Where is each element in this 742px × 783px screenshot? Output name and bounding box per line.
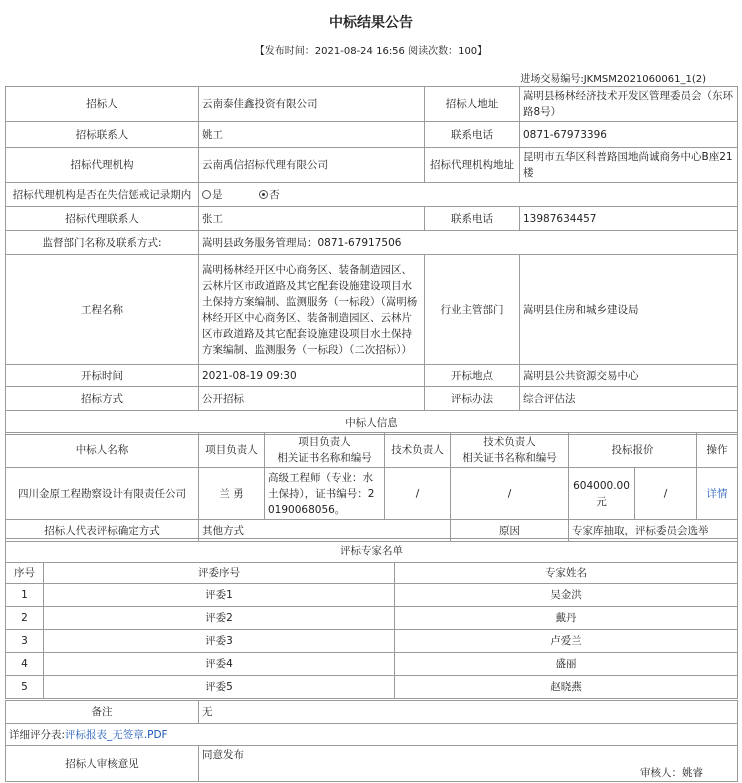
tenderer-value: 云南泰佳鑫投资有限公司	[199, 87, 425, 122]
blacklist-options	[199, 183, 738, 207]
open-time-label: 开标时间	[6, 365, 199, 387]
publish-meta: 【发布时间：2021-08-24 16:56 阅读次数：100】	[254, 46, 488, 57]
agency-address-label: 招标代理机构地址	[425, 148, 520, 183]
winner-pm-cert: 高级工程师（专业：水土保持），证书编号：20190068056。	[265, 468, 385, 520]
experts-header-seq: 评委序号	[44, 563, 395, 584]
supervisor-value: 嵩明县政务服务管理局：0871-67917506	[199, 231, 738, 255]
expert-name: 卢爱兰	[395, 630, 738, 653]
reason-label: 原因	[451, 520, 569, 542]
eval-method-label: 评标办法	[425, 387, 520, 411]
header-tech-lead: 技术负责人	[385, 433, 451, 468]
expert-row	[6, 584, 738, 607]
expert-name: 吴金洪	[395, 584, 738, 607]
detail-score-file-link[interactable]: 评标报表_无签章.PDF	[65, 728, 168, 741]
winner-tech-cert: /	[451, 468, 569, 520]
experts-section-title: 评标专家名单	[6, 539, 738, 563]
radio-no[interactable]	[259, 190, 268, 199]
method-label: 招标方式	[6, 387, 199, 411]
agency-phone-label: 联系电话	[425, 207, 520, 231]
expert-row	[6, 653, 738, 676]
radio-no-label: 否	[269, 188, 280, 201]
blacklist-label: 招标代理机构是否在失信惩戒记录期内	[6, 183, 199, 207]
expert-seq: 评委1	[44, 584, 395, 607]
header-winner-name: 中标人名称	[6, 433, 199, 468]
contact-label: 招标联系人	[6, 122, 199, 148]
radio-yes-label: 是	[212, 188, 223, 201]
agency-phone-value: 13987634457	[520, 207, 738, 231]
expert-no: 5	[6, 676, 44, 699]
agency-contact-label: 招标代理联系人	[6, 207, 199, 231]
winner-table	[5, 432, 738, 542]
header-action: 操作	[697, 433, 738, 468]
review-label: 招标人审核意见	[6, 746, 199, 782]
detail-link[interactable]: 详情	[697, 468, 738, 520]
expert-seq: 评委3	[44, 630, 395, 653]
contact-value: 姚工	[199, 122, 425, 148]
confirm-method-label: 招标人代表评标确定方式	[6, 520, 199, 542]
winner-tech-lead: /	[385, 468, 451, 520]
detail-score-row	[6, 724, 738, 746]
tenderer-label: 招标人	[6, 87, 199, 122]
detail-score-label: 详细评分表:	[9, 728, 66, 741]
confirm-method-value: 其他方式	[199, 520, 451, 542]
header-tech-cert: 技术负责人 相关证书名称和编号	[451, 433, 569, 468]
review-cell	[199, 746, 738, 782]
industry-label: 行业主管部门	[425, 255, 520, 365]
project-value: 嵩明杨林经开区中心商务区、装备制造园区、云林片区市政道路及其它配套设施建设项目水土保持方案编制、监测服务（一标段）（嵩明杨林经开区中心商务区、装备制造园区、云林片区市政道路及其它配套设施建设项目水土保持方案编制、监测服务（一标段）（二次招标））	[199, 255, 425, 365]
header-bid-price: 投标报价	[569, 433, 697, 468]
radio-yes[interactable]	[202, 190, 211, 199]
expert-row	[6, 630, 738, 653]
winner-price: 604000.00元	[569, 468, 635, 520]
experts-header-name: 专家姓名	[395, 563, 738, 584]
industry-value: 嵩明县住房和城乡建设局	[520, 255, 738, 365]
reason-value: 专家库抽取，评标委员会选举	[569, 520, 738, 542]
expert-row	[6, 676, 738, 699]
expert-no: 2	[6, 607, 44, 630]
expert-no: 1	[6, 584, 44, 607]
phone-value: 0871-67973396	[520, 122, 738, 148]
winner-section-title: 中标人信息	[6, 411, 738, 435]
eval-method-value: 综合评估法	[520, 387, 738, 411]
transaction-number: 进场交易编号:JKMSM2021060061_1(2)	[520, 74, 706, 85]
agency-contact-value: 张工	[199, 207, 425, 231]
expert-row	[6, 607, 738, 630]
experts-header-no: 序号	[6, 563, 44, 584]
experts-table	[5, 538, 738, 699]
winner-pm: 兰 勇	[199, 468, 265, 520]
expert-seq: 评委5	[44, 676, 395, 699]
agency-address-value: 昆明市五华区科普路国地尚诚商务中心B座21楼	[520, 148, 738, 183]
expert-name: 赵晓燕	[395, 676, 738, 699]
footer-table	[5, 700, 738, 782]
open-place-label: 开标地点	[425, 365, 520, 387]
tenderer-address-label: 招标人地址	[425, 87, 520, 122]
expert-name: 盛丽	[395, 653, 738, 676]
reviewer: 审核人：姚睿	[640, 767, 703, 779]
tender-info-table	[5, 86, 738, 435]
expert-seq: 评委2	[44, 607, 395, 630]
header-pm-cert: 项目负责人 相关证书名称和编号	[265, 433, 385, 468]
remark-label: 备注	[6, 701, 199, 724]
method-value: 公开招标	[199, 387, 425, 411]
supervisor-label: 监督部门名称及联系方式:	[6, 231, 199, 255]
phone-label: 联系电话	[425, 122, 520, 148]
header-project-manager: 项目负责人	[199, 433, 265, 468]
tenderer-address-value: 嵩明县杨林经济技术开发区管理委员会（东环路8号）	[520, 87, 738, 122]
open-place-value: 嵩明县公共资源交易中心	[520, 365, 738, 387]
agency-value: 云南禹信招标代理有限公司	[199, 148, 425, 183]
review-opinion: 同意发布	[202, 749, 244, 761]
expert-seq: 评委4	[44, 653, 395, 676]
winner-price-extra: /	[635, 468, 697, 520]
remark-value: 无	[199, 701, 738, 724]
expert-no: 4	[6, 653, 44, 676]
open-time-value: 2021-08-19 09:30	[199, 365, 425, 387]
page-title: 中标结果公告	[329, 15, 413, 31]
expert-name: 戴丹	[395, 607, 738, 630]
agency-label: 招标代理机构	[6, 148, 199, 183]
expert-no: 3	[6, 630, 44, 653]
project-label: 工程名称	[6, 255, 199, 365]
winner-name: 四川金原工程勘察设计有限责任公司	[6, 468, 199, 520]
